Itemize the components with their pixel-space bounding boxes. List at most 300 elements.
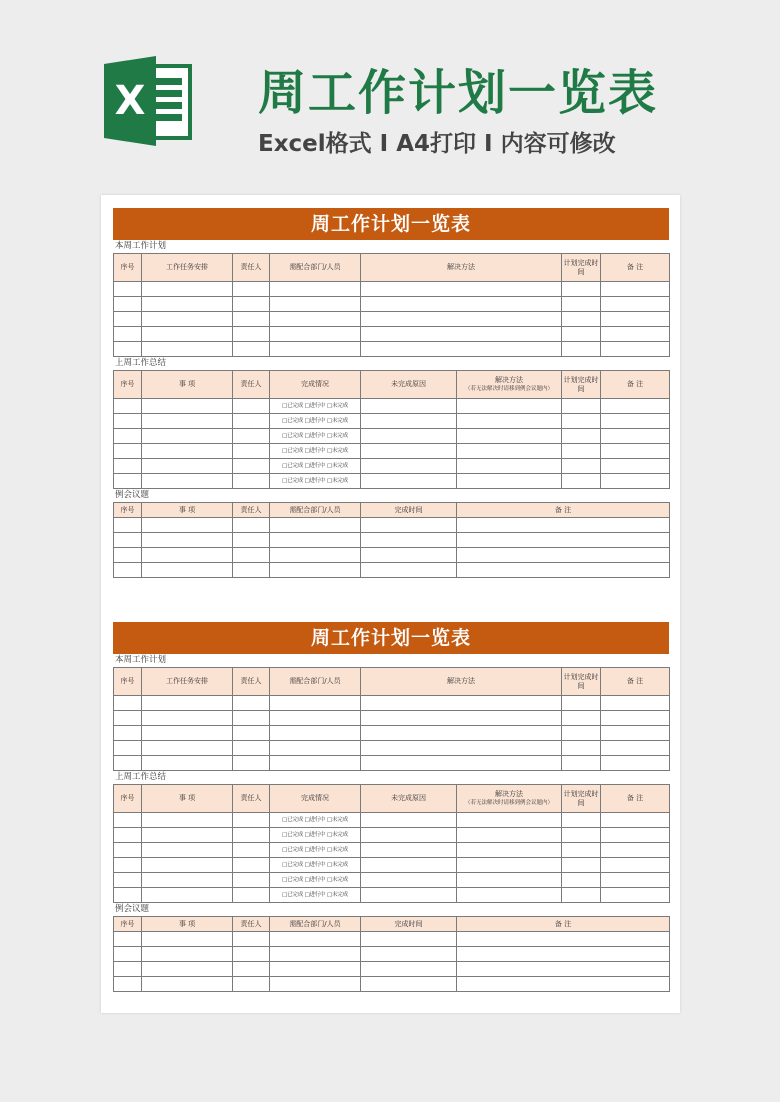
- sheet-title-bar: 周工作计划一览表: [113, 208, 669, 240]
- table-cell[interactable]: [361, 962, 457, 977]
- table-cell[interactable]: [270, 533, 361, 548]
- table-cell[interactable]: [270, 563, 361, 578]
- column-header: 序号: [114, 254, 142, 282]
- table-cell[interactable]: [233, 726, 270, 741]
- table-cell[interactable]: [114, 962, 142, 977]
- table-cell[interactable]: [562, 474, 601, 489]
- table-cell[interactable]: [270, 726, 361, 741]
- table-cell[interactable]: [114, 947, 142, 962]
- summary-table: [113, 784, 670, 903]
- table-cell[interactable]: [233, 459, 270, 474]
- table-cell[interactable]: [114, 711, 142, 726]
- status-options[interactable]: □已完成 □进行中 □未完成: [270, 888, 361, 903]
- table-cell[interactable]: [601, 282, 670, 297]
- table-cell[interactable]: [142, 518, 233, 533]
- table-cell[interactable]: [457, 533, 670, 548]
- table-cell[interactable]: [142, 828, 233, 843]
- table-cell[interactable]: [114, 741, 142, 756]
- table-row: [114, 297, 670, 312]
- summary-header-row: [114, 785, 670, 813]
- table-cell[interactable]: [270, 947, 361, 962]
- column-header: 计划完成时间: [562, 785, 601, 813]
- table-cell[interactable]: [270, 711, 361, 726]
- table-cell[interactable]: [142, 962, 233, 977]
- table-cell[interactable]: [114, 399, 142, 414]
- table-cell[interactable]: [142, 459, 233, 474]
- table-cell[interactable]: [361, 711, 562, 726]
- table-row: [114, 444, 670, 459]
- meeting-header-row: [114, 503, 670, 518]
- table-cell[interactable]: [457, 444, 562, 459]
- table-cell[interactable]: [142, 429, 233, 444]
- table-cell[interactable]: [601, 858, 670, 873]
- table-row: [114, 843, 670, 858]
- table-cell[interactable]: [233, 873, 270, 888]
- column-header: 工作任务安排: [142, 668, 233, 696]
- column-header: 备 注: [457, 503, 670, 518]
- table-cell[interactable]: [562, 312, 601, 327]
- table-row: [114, 518, 670, 533]
- table-cell[interactable]: [562, 444, 601, 459]
- table-cell[interactable]: [361, 947, 457, 962]
- table-cell[interactable]: [142, 932, 233, 947]
- table-cell[interactable]: [562, 459, 601, 474]
- table-cell[interactable]: [457, 813, 562, 828]
- table-cell[interactable]: [457, 873, 562, 888]
- table-cell[interactable]: [114, 429, 142, 444]
- table-cell[interactable]: [457, 962, 670, 977]
- table-cell[interactable]: [361, 932, 457, 947]
- table-row: [114, 947, 670, 962]
- table-cell[interactable]: [361, 444, 457, 459]
- column-header: 完成时间: [361, 503, 457, 518]
- table-cell[interactable]: [114, 756, 142, 771]
- table-cell[interactable]: [142, 297, 233, 312]
- table-cell[interactable]: [270, 756, 361, 771]
- table-row: [114, 533, 670, 548]
- table-cell[interactable]: [233, 312, 270, 327]
- column-header: 完成情况: [270, 371, 361, 399]
- status-options[interactable]: □已完成 □进行中 □未完成: [270, 414, 361, 429]
- table-cell[interactable]: [233, 399, 270, 414]
- table-cell[interactable]: [601, 429, 670, 444]
- table-cell[interactable]: [233, 828, 270, 843]
- table-cell[interactable]: [601, 327, 670, 342]
- table-cell[interactable]: [361, 828, 457, 843]
- column-header: 责任人: [233, 503, 270, 518]
- table-row: [114, 828, 670, 843]
- table-cell[interactable]: [361, 843, 457, 858]
- logo-letter: X: [114, 78, 146, 124]
- column-header: 备 注: [457, 917, 670, 932]
- table-cell[interactable]: [270, 342, 361, 357]
- table-cell[interactable]: [562, 429, 601, 444]
- table-cell[interactable]: [562, 858, 601, 873]
- column-header: 完成情况: [270, 785, 361, 813]
- column-header: 完成时间: [361, 917, 457, 932]
- table-cell[interactable]: [114, 873, 142, 888]
- table-cell[interactable]: [142, 414, 233, 429]
- table-cell[interactable]: [361, 459, 457, 474]
- table-cell[interactable]: [601, 459, 670, 474]
- table-cell[interactable]: [142, 756, 233, 771]
- column-header: 需配合部门/人员: [270, 917, 361, 932]
- table-cell[interactable]: [457, 888, 562, 903]
- column-header-method: [457, 371, 562, 399]
- table-cell[interactable]: [233, 962, 270, 977]
- table-cell[interactable]: [601, 843, 670, 858]
- table-cell[interactable]: [233, 474, 270, 489]
- table-cell[interactable]: [114, 327, 142, 342]
- table-row: [114, 756, 670, 771]
- table-cell[interactable]: [142, 696, 233, 711]
- excel-icon: [100, 52, 198, 150]
- table-cell[interactable]: [361, 429, 457, 444]
- table-cell[interactable]: [562, 282, 601, 297]
- table-cell[interactable]: [142, 813, 233, 828]
- table-cell[interactable]: [114, 282, 142, 297]
- table-cell[interactable]: [142, 548, 233, 563]
- table-row: [114, 429, 670, 444]
- sheet-title-bar: 周工作计划一览表: [113, 622, 669, 654]
- meeting-table: [113, 502, 670, 578]
- table-cell[interactable]: [562, 873, 601, 888]
- table-cell[interactable]: [233, 548, 270, 563]
- table-cell[interactable]: [361, 533, 457, 548]
- table-cell[interactable]: [233, 414, 270, 429]
- table-row: [114, 932, 670, 947]
- column-header: 计划完成时间: [562, 254, 601, 282]
- table-cell[interactable]: [142, 282, 233, 297]
- table-cell[interactable]: [562, 399, 601, 414]
- table-cell[interactable]: [457, 399, 562, 414]
- table-cell[interactable]: [114, 977, 142, 992]
- table-cell[interactable]: [361, 548, 457, 563]
- table-cell[interactable]: [457, 563, 670, 578]
- table-cell[interactable]: [233, 843, 270, 858]
- column-header: 序号: [114, 785, 142, 813]
- column-header: 事 项: [142, 917, 233, 932]
- table-cell[interactable]: [142, 533, 233, 548]
- table-cell[interactable]: [114, 414, 142, 429]
- page-title: 周工作计划一览表: [258, 65, 659, 121]
- column-header: 需配合部门/人员: [270, 668, 361, 696]
- method-note: （若无法解决时请移到例会议题内）: [464, 385, 553, 392]
- method-note: （若无法解决时请移到例会议题内）: [464, 799, 553, 806]
- column-header: 解决方法: [361, 668, 562, 696]
- table-cell[interactable]: [114, 813, 142, 828]
- section-label-plan: 本周工作计划: [115, 655, 167, 665]
- table-cell[interactable]: [233, 932, 270, 947]
- table-cell[interactable]: [233, 741, 270, 756]
- table-cell[interactable]: [457, 429, 562, 444]
- table-cell[interactable]: [114, 312, 142, 327]
- meeting-table: [113, 916, 670, 992]
- table-cell[interactable]: [562, 726, 601, 741]
- table-cell[interactable]: [233, 756, 270, 771]
- table-cell[interactable]: [457, 414, 562, 429]
- table-cell[interactable]: [457, 947, 670, 962]
- table-cell[interactable]: [142, 888, 233, 903]
- table-cell[interactable]: [114, 888, 142, 903]
- table-cell[interactable]: [142, 858, 233, 873]
- table-row: [114, 962, 670, 977]
- table-cell[interactable]: [270, 312, 361, 327]
- status-options[interactable]: □已完成 □进行中 □未完成: [270, 429, 361, 444]
- table-cell[interactable]: [562, 756, 601, 771]
- table-cell[interactable]: [601, 828, 670, 843]
- column-header: 责任人: [233, 668, 270, 696]
- table-row: [114, 813, 670, 828]
- table-cell[interactable]: [361, 399, 457, 414]
- table-cell[interactable]: [233, 327, 270, 342]
- column-header: 备 注: [601, 371, 670, 399]
- table-cell[interactable]: [114, 548, 142, 563]
- table-cell[interactable]: [233, 444, 270, 459]
- status-options[interactable]: □已完成 □进行中 □未完成: [270, 828, 361, 843]
- table-cell[interactable]: [601, 444, 670, 459]
- table-cell[interactable]: [114, 518, 142, 533]
- table-row: [114, 858, 670, 873]
- table-cell[interactable]: [361, 312, 562, 327]
- status-options[interactable]: □已完成 □进行中 □未完成: [270, 444, 361, 459]
- table-cell[interactable]: [457, 474, 562, 489]
- table-cell[interactable]: [601, 297, 670, 312]
- table-cell[interactable]: [361, 888, 457, 903]
- table-cell[interactable]: [601, 414, 670, 429]
- table-cell[interactable]: [562, 711, 601, 726]
- table-cell[interactable]: [114, 563, 142, 578]
- page-header: [0, 0, 780, 200]
- table-cell[interactable]: [233, 429, 270, 444]
- summary-header-row: [114, 371, 670, 399]
- status-options[interactable]: □已完成 □进行中 □未完成: [270, 459, 361, 474]
- section-label-meeting: 例会议题: [115, 490, 150, 500]
- column-header: 责任人: [233, 371, 270, 399]
- table-cell[interactable]: [361, 977, 457, 992]
- table-cell[interactable]: [233, 711, 270, 726]
- table-cell[interactable]: [233, 518, 270, 533]
- table-row: [114, 282, 670, 297]
- table-cell[interactable]: [361, 741, 562, 756]
- table-cell[interactable]: [361, 474, 457, 489]
- table-cell[interactable]: [457, 843, 562, 858]
- column-header-method: [457, 785, 562, 813]
- plan-header-row: [114, 668, 670, 696]
- table-cell[interactable]: [562, 414, 601, 429]
- table-cell[interactable]: [233, 947, 270, 962]
- table-cell[interactable]: [270, 696, 361, 711]
- table-cell[interactable]: [114, 843, 142, 858]
- table-cell[interactable]: [270, 932, 361, 947]
- table-cell[interactable]: [233, 813, 270, 828]
- table-cell[interactable]: [142, 843, 233, 858]
- table-cell[interactable]: [562, 843, 601, 858]
- status-options[interactable]: □已完成 □进行中 □未完成: [270, 813, 361, 828]
- table-cell[interactable]: [142, 977, 233, 992]
- table-row: [114, 977, 670, 992]
- table-cell[interactable]: [562, 828, 601, 843]
- table-cell[interactable]: [270, 962, 361, 977]
- table-cell[interactable]: [114, 696, 142, 711]
- table-cell[interactable]: [142, 873, 233, 888]
- table-cell[interactable]: [601, 813, 670, 828]
- table-cell[interactable]: [601, 888, 670, 903]
- table-cell[interactable]: [361, 297, 562, 312]
- plan-table: [113, 667, 670, 771]
- table-cell[interactable]: [114, 533, 142, 548]
- table-cell[interactable]: [114, 297, 142, 312]
- table-cell[interactable]: [142, 444, 233, 459]
- table-row: [114, 696, 670, 711]
- table-row: [114, 873, 670, 888]
- table-cell[interactable]: [142, 741, 233, 756]
- table-cell[interactable]: [361, 858, 457, 873]
- table-cell[interactable]: [142, 342, 233, 357]
- meeting-header-row: [114, 917, 670, 932]
- table-cell[interactable]: [361, 726, 562, 741]
- table-cell[interactable]: [233, 696, 270, 711]
- status-options[interactable]: □已完成 □进行中 □未完成: [270, 399, 361, 414]
- table-cell[interactable]: [562, 888, 601, 903]
- plan-header-row: [114, 254, 670, 282]
- table-cell[interactable]: [142, 399, 233, 414]
- table-cell[interactable]: [233, 888, 270, 903]
- table-cell[interactable]: [562, 327, 601, 342]
- table-cell[interactable]: [601, 873, 670, 888]
- table-cell[interactable]: [601, 726, 670, 741]
- table-cell[interactable]: [114, 459, 142, 474]
- table-cell[interactable]: [361, 563, 457, 578]
- table-cell[interactable]: [361, 873, 457, 888]
- table-cell[interactable]: [233, 563, 270, 578]
- table-cell[interactable]: [114, 444, 142, 459]
- column-header: 解决方法: [495, 789, 523, 798]
- table-row: [114, 711, 670, 726]
- section-label-meeting: 例会议题: [115, 904, 150, 914]
- table-cell[interactable]: [601, 741, 670, 756]
- table-row: [114, 741, 670, 756]
- table-row: [114, 474, 670, 489]
- table-cell[interactable]: [270, 282, 361, 297]
- table-cell[interactable]: [361, 327, 562, 342]
- table-cell[interactable]: [233, 533, 270, 548]
- table-cell[interactable]: [233, 858, 270, 873]
- table-cell[interactable]: [142, 474, 233, 489]
- table-cell[interactable]: [114, 726, 142, 741]
- table-cell[interactable]: [457, 977, 670, 992]
- table-cell[interactable]: [361, 813, 457, 828]
- table-cell[interactable]: [457, 548, 670, 563]
- table-row: [114, 563, 670, 578]
- column-header: 事 项: [142, 371, 233, 399]
- table-cell[interactable]: [270, 518, 361, 533]
- table-cell[interactable]: [562, 297, 601, 312]
- table-cell[interactable]: [142, 563, 233, 578]
- table-cell[interactable]: [361, 282, 562, 297]
- table-cell[interactable]: [361, 756, 562, 771]
- table-cell[interactable]: [142, 726, 233, 741]
- table-cell[interactable]: [142, 327, 233, 342]
- table-cell[interactable]: [457, 932, 670, 947]
- table-cell[interactable]: [457, 459, 562, 474]
- page-subtitle: Excel格式 I A4打印 I 内容可修改: [258, 131, 616, 157]
- table-cell[interactable]: [562, 813, 601, 828]
- column-header: 计划完成时间: [562, 371, 601, 399]
- table-cell[interactable]: [142, 947, 233, 962]
- table-cell[interactable]: [601, 711, 670, 726]
- table-row: [114, 312, 670, 327]
- table-cell[interactable]: [601, 312, 670, 327]
- column-header: 需配合部门/人员: [270, 254, 361, 282]
- table-cell[interactable]: [270, 548, 361, 563]
- table-cell[interactable]: [601, 342, 670, 357]
- column-header: 责任人: [233, 785, 270, 813]
- plan-table: [113, 253, 670, 357]
- table-cell[interactable]: [562, 342, 601, 357]
- table-row: [114, 888, 670, 903]
- table-cell[interactable]: [601, 696, 670, 711]
- table-row: [114, 459, 670, 474]
- table-cell[interactable]: [233, 342, 270, 357]
- column-header: 解决方法: [495, 375, 523, 384]
- table-cell[interactable]: [457, 858, 562, 873]
- column-header: 备 注: [601, 785, 670, 813]
- column-header: 序号: [114, 371, 142, 399]
- table-cell[interactable]: [361, 342, 562, 357]
- status-options[interactable]: □已完成 □进行中 □未完成: [270, 873, 361, 888]
- table-cell[interactable]: [270, 741, 361, 756]
- table-cell[interactable]: [601, 474, 670, 489]
- table-cell[interactable]: [457, 828, 562, 843]
- table-cell[interactable]: [361, 414, 457, 429]
- paper-sheet: [101, 195, 680, 1013]
- table-cell[interactable]: [114, 828, 142, 843]
- table-cell[interactable]: [114, 474, 142, 489]
- section-label-summary: 上周工作总结: [115, 358, 167, 368]
- status-options[interactable]: □已完成 □进行中 □未完成: [270, 858, 361, 873]
- table-cell[interactable]: [361, 696, 562, 711]
- status-options[interactable]: □已完成 □进行中 □未完成: [270, 843, 361, 858]
- table-cell[interactable]: [270, 977, 361, 992]
- status-options[interactable]: □已完成 □进行中 □未完成: [270, 474, 361, 489]
- table-cell[interactable]: [270, 327, 361, 342]
- section-label-summary: 上周工作总结: [115, 772, 167, 782]
- table-cell[interactable]: [601, 399, 670, 414]
- table-cell[interactable]: [114, 932, 142, 947]
- table-cell[interactable]: [233, 977, 270, 992]
- table-cell[interactable]: [457, 518, 670, 533]
- table-cell[interactable]: [562, 696, 601, 711]
- table-row: [114, 548, 670, 563]
- table-cell[interactable]: [114, 342, 142, 357]
- table-cell[interactable]: [233, 282, 270, 297]
- table-cell[interactable]: [233, 297, 270, 312]
- table-cell[interactable]: [142, 312, 233, 327]
- table-cell[interactable]: [361, 518, 457, 533]
- table-cell[interactable]: [142, 711, 233, 726]
- table-row: [114, 726, 670, 741]
- table-cell[interactable]: [114, 858, 142, 873]
- column-header: 备 注: [601, 668, 670, 696]
- table-cell[interactable]: [562, 741, 601, 756]
- sheet-1: [113, 208, 669, 578]
- table-cell[interactable]: [270, 297, 361, 312]
- column-header: 序号: [114, 668, 142, 696]
- table-row: [114, 399, 670, 414]
- column-header: 计划完成时间: [562, 668, 601, 696]
- table-cell[interactable]: [601, 756, 670, 771]
